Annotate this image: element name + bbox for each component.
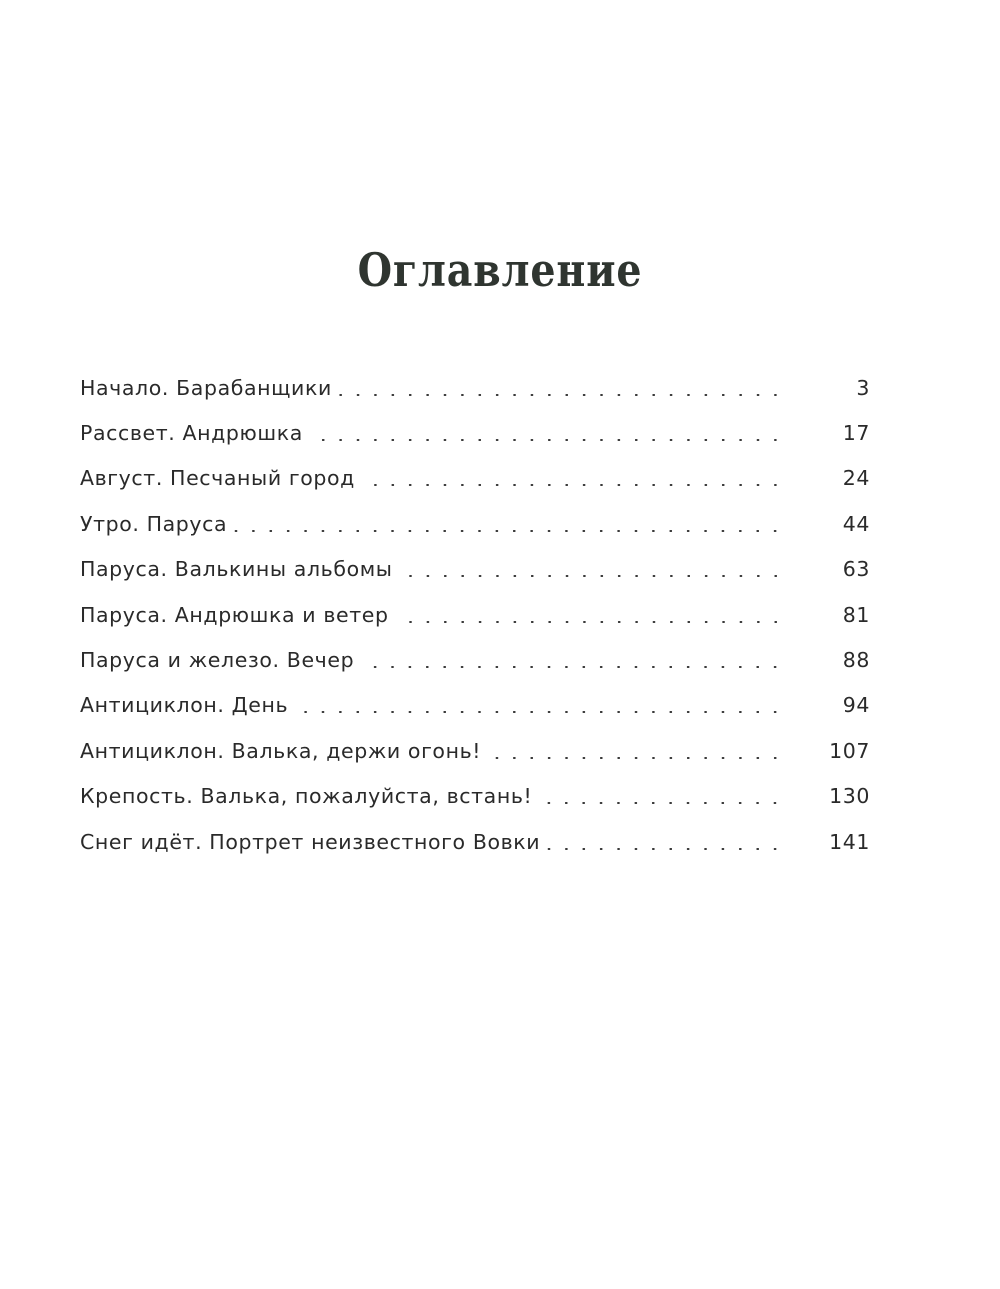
entry-title: Антициклон. Валька, держи огонь! xyxy=(80,738,482,763)
dot-leader xyxy=(538,802,784,804)
entry-page-number: 88 xyxy=(842,648,870,673)
entry-page-number: 107 xyxy=(829,738,870,763)
toc-entry xyxy=(80,683,870,728)
entry-page-number: 130 xyxy=(829,784,870,809)
entry-page-number: 44 xyxy=(842,511,870,536)
toc-entry xyxy=(80,456,870,501)
contents-heading: Оглавление xyxy=(357,243,643,297)
toc-entry xyxy=(80,592,870,637)
entry-title: Рассвет. Андрюшка xyxy=(80,421,303,446)
dot-leader xyxy=(233,530,784,532)
toc-entry xyxy=(80,819,870,864)
entry-title: Начало. Барабанщики xyxy=(80,375,332,400)
entry-page-number: 17 xyxy=(842,421,870,446)
toc-entry xyxy=(80,501,870,546)
dot-leader xyxy=(399,575,784,577)
entry-page-number: 81 xyxy=(842,602,870,627)
dot-leader xyxy=(487,757,784,759)
entry-title: Антициклон. День xyxy=(80,693,289,718)
table-of-contents xyxy=(80,365,870,864)
entry-page-number: 63 xyxy=(842,557,870,582)
entry-title: Паруса. Валькины альбомы xyxy=(80,557,393,582)
entry-page-number: 94 xyxy=(842,693,870,718)
entry-title: Паруса и железо. Вечер xyxy=(80,648,355,673)
toc-entry xyxy=(80,774,870,819)
dot-leader xyxy=(294,711,784,713)
toc-entry xyxy=(80,637,870,682)
dot-leader xyxy=(309,439,784,441)
dot-leader xyxy=(338,394,784,396)
entry-page-number: 3 xyxy=(856,375,870,400)
dot-leader xyxy=(360,666,784,668)
toc-entry xyxy=(80,547,870,592)
entry-title: Крепость. Валька, пожалуйста, встань! xyxy=(80,784,533,809)
entry-title: Утро. Паруса xyxy=(80,511,228,536)
entry-page-number: 24 xyxy=(842,466,870,491)
dot-leader xyxy=(361,484,784,486)
toc-entry xyxy=(80,365,870,410)
toc-entry xyxy=(80,410,870,455)
dot-leader xyxy=(546,848,784,850)
entry-title: Паруса. Андрюшка и ветер xyxy=(80,602,389,627)
entry-title: Снег идёт. Портрет неизвестного Вовки xyxy=(80,829,541,854)
entry-title: Август. Песчаный город xyxy=(80,466,355,491)
dot-leader xyxy=(395,621,784,623)
toc-entry xyxy=(80,728,870,773)
entry-page-number: 141 xyxy=(829,829,870,854)
